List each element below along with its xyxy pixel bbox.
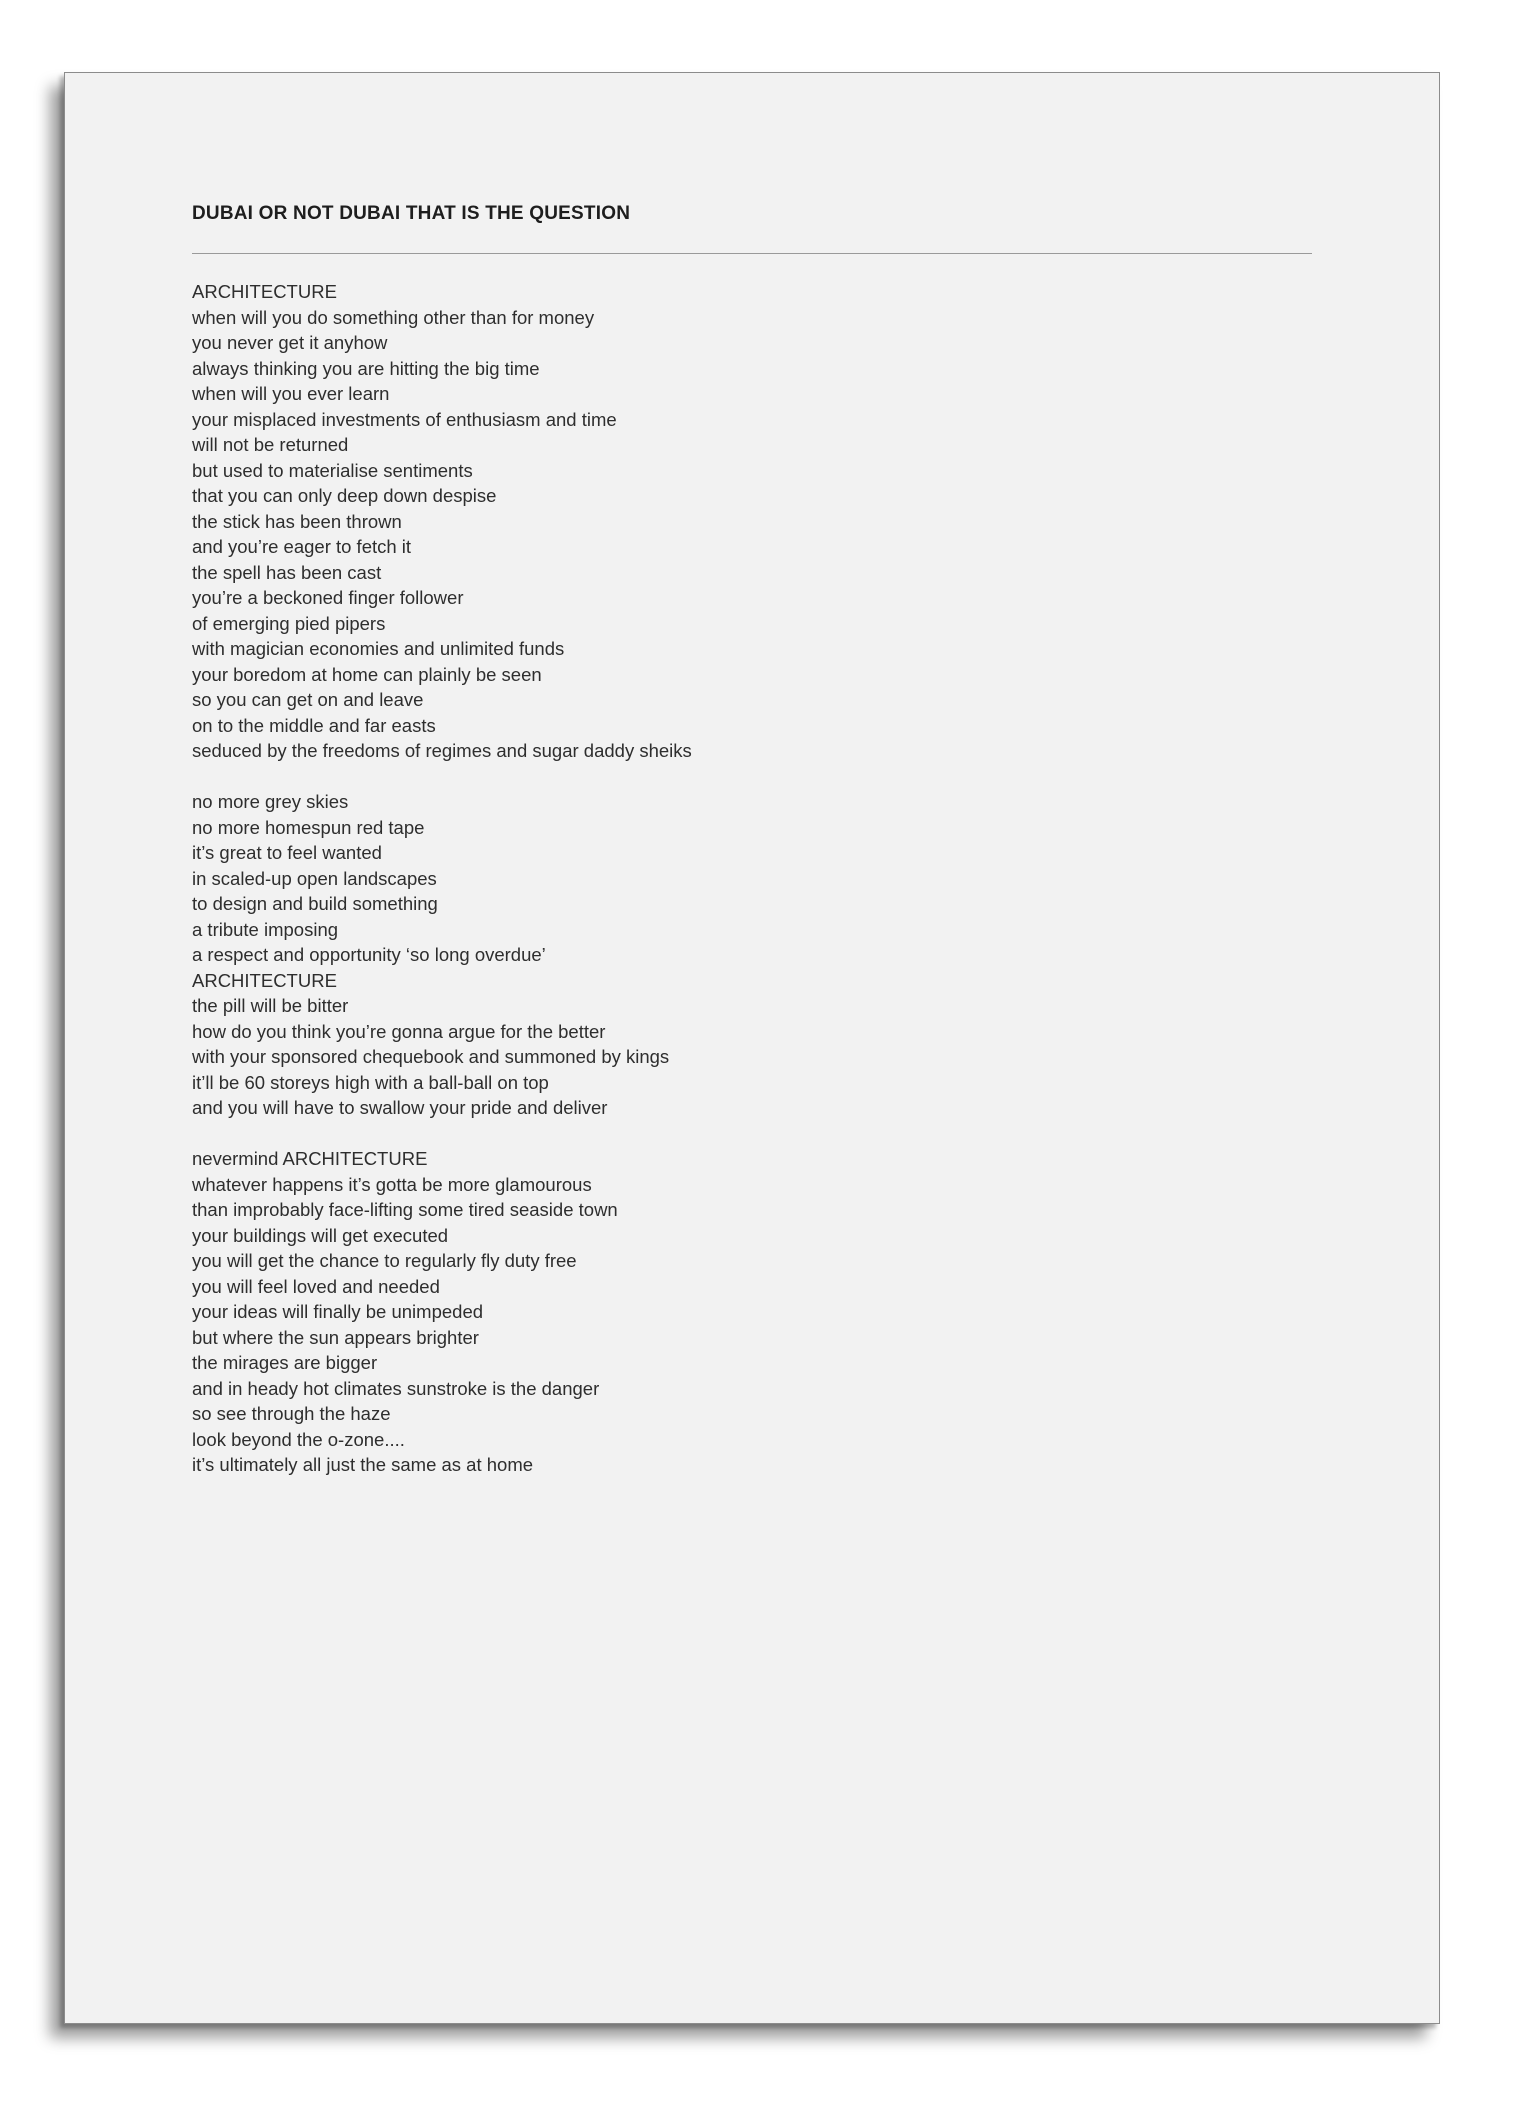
poem-line: no more homespun red tape bbox=[192, 816, 425, 838]
poem-line: you never get it anyhow bbox=[192, 332, 388, 353]
poem-line: your ideas will finally be unimpeded bbox=[192, 1301, 484, 1322]
poem-line: when will you do something other than for money bbox=[192, 306, 595, 328]
poem-line: the pill will be bitter bbox=[192, 995, 349, 1016]
poem-line: so you can get on and leave bbox=[192, 689, 424, 710]
poem-line: how do you think you’re gonna argue for the better bbox=[192, 1020, 606, 1042]
poem-line: so see through the haze bbox=[192, 1403, 391, 1424]
poem-line: the spell has been cast bbox=[192, 561, 382, 583]
poem-line: you’re a beckoned finger follower bbox=[192, 587, 464, 608]
poem-line: to design and build something bbox=[192, 893, 438, 914]
poem-line: the stick has been thrown bbox=[192, 510, 402, 532]
poem-line: you will get the chance to regularly fly duty free bbox=[192, 1250, 577, 1271]
poem-line: your misplaced investments of enthusiasm and time bbox=[192, 408, 617, 430]
poem-line: of emerging pied pipers bbox=[192, 612, 386, 634]
poem-line: your boredom at home can plainly be seen bbox=[192, 663, 542, 685]
poem-line: seduced by the freedoms of regimes and sugar daddy sheiks bbox=[192, 740, 692, 761]
poem-line: with your sponsored chequebook and summoned by kings bbox=[192, 1046, 670, 1067]
poem-line: it’ll be 60 storeys high with a ball-ball on top bbox=[192, 1071, 549, 1093]
poem-stanza bbox=[192, 1146, 1292, 1478]
poem-body bbox=[192, 279, 1292, 1503]
poem-line: when will you ever learn bbox=[192, 383, 390, 404]
poem-line: it’s ultimately all just the same as at home bbox=[192, 1454, 534, 1475]
poem-line: on to the middle and far easts bbox=[192, 714, 436, 736]
poem-line: nevermind ARCHITECTURE bbox=[192, 1148, 428, 1169]
poem-line: in scaled-up open landscapes bbox=[192, 867, 437, 889]
poem-line: your buildings will get executed bbox=[192, 1224, 449, 1246]
poem-line: the mirages are bigger bbox=[192, 1352, 378, 1373]
poem-line: ARCHITECTURE bbox=[192, 281, 337, 302]
poem-line: with magician economies and unlimited funds bbox=[192, 638, 565, 659]
poem-line: a respect and opportunity ‘so long overdue’ bbox=[192, 944, 546, 965]
poem-line: will not be returned bbox=[192, 434, 349, 455]
poem-line: no more grey skies bbox=[192, 791, 349, 812]
poem-line: ARCHITECTURE bbox=[192, 969, 337, 991]
poem-line: that you can only deep down despise bbox=[192, 485, 497, 506]
poem-stanza bbox=[192, 789, 1292, 1121]
document-title: DUBAI OR NOT DUBAI THAT IS THE QUESTION bbox=[192, 203, 631, 224]
paper-sheet bbox=[64, 72, 1440, 2024]
poem-line: than improbably face-lifting some tired seaside town bbox=[192, 1199, 618, 1220]
poem-line: and you will have to swallow your pride and deliver bbox=[192, 1097, 608, 1118]
poem-line: but used to materialise sentiments bbox=[192, 459, 473, 481]
poem-line: and in heady hot climates sunstroke is the danger bbox=[192, 1377, 600, 1399]
poem-line: whatever happens it’s gotta be more glamourous bbox=[192, 1173, 592, 1195]
poem-line: always thinking you are hitting the big time bbox=[192, 357, 540, 379]
poem-line: it’s great to feel wanted bbox=[192, 842, 382, 863]
poem-line: a tribute imposing bbox=[192, 918, 339, 940]
title-divider bbox=[192, 253, 1312, 254]
poem-line: but where the sun appears brighter bbox=[192, 1326, 479, 1348]
poem-line: and you’re eager to fetch it bbox=[192, 536, 412, 557]
poem-stanza bbox=[192, 279, 1292, 764]
poem-line: look beyond the o-zone.... bbox=[192, 1428, 405, 1450]
poem-line: you will feel loved and needed bbox=[192, 1275, 440, 1297]
